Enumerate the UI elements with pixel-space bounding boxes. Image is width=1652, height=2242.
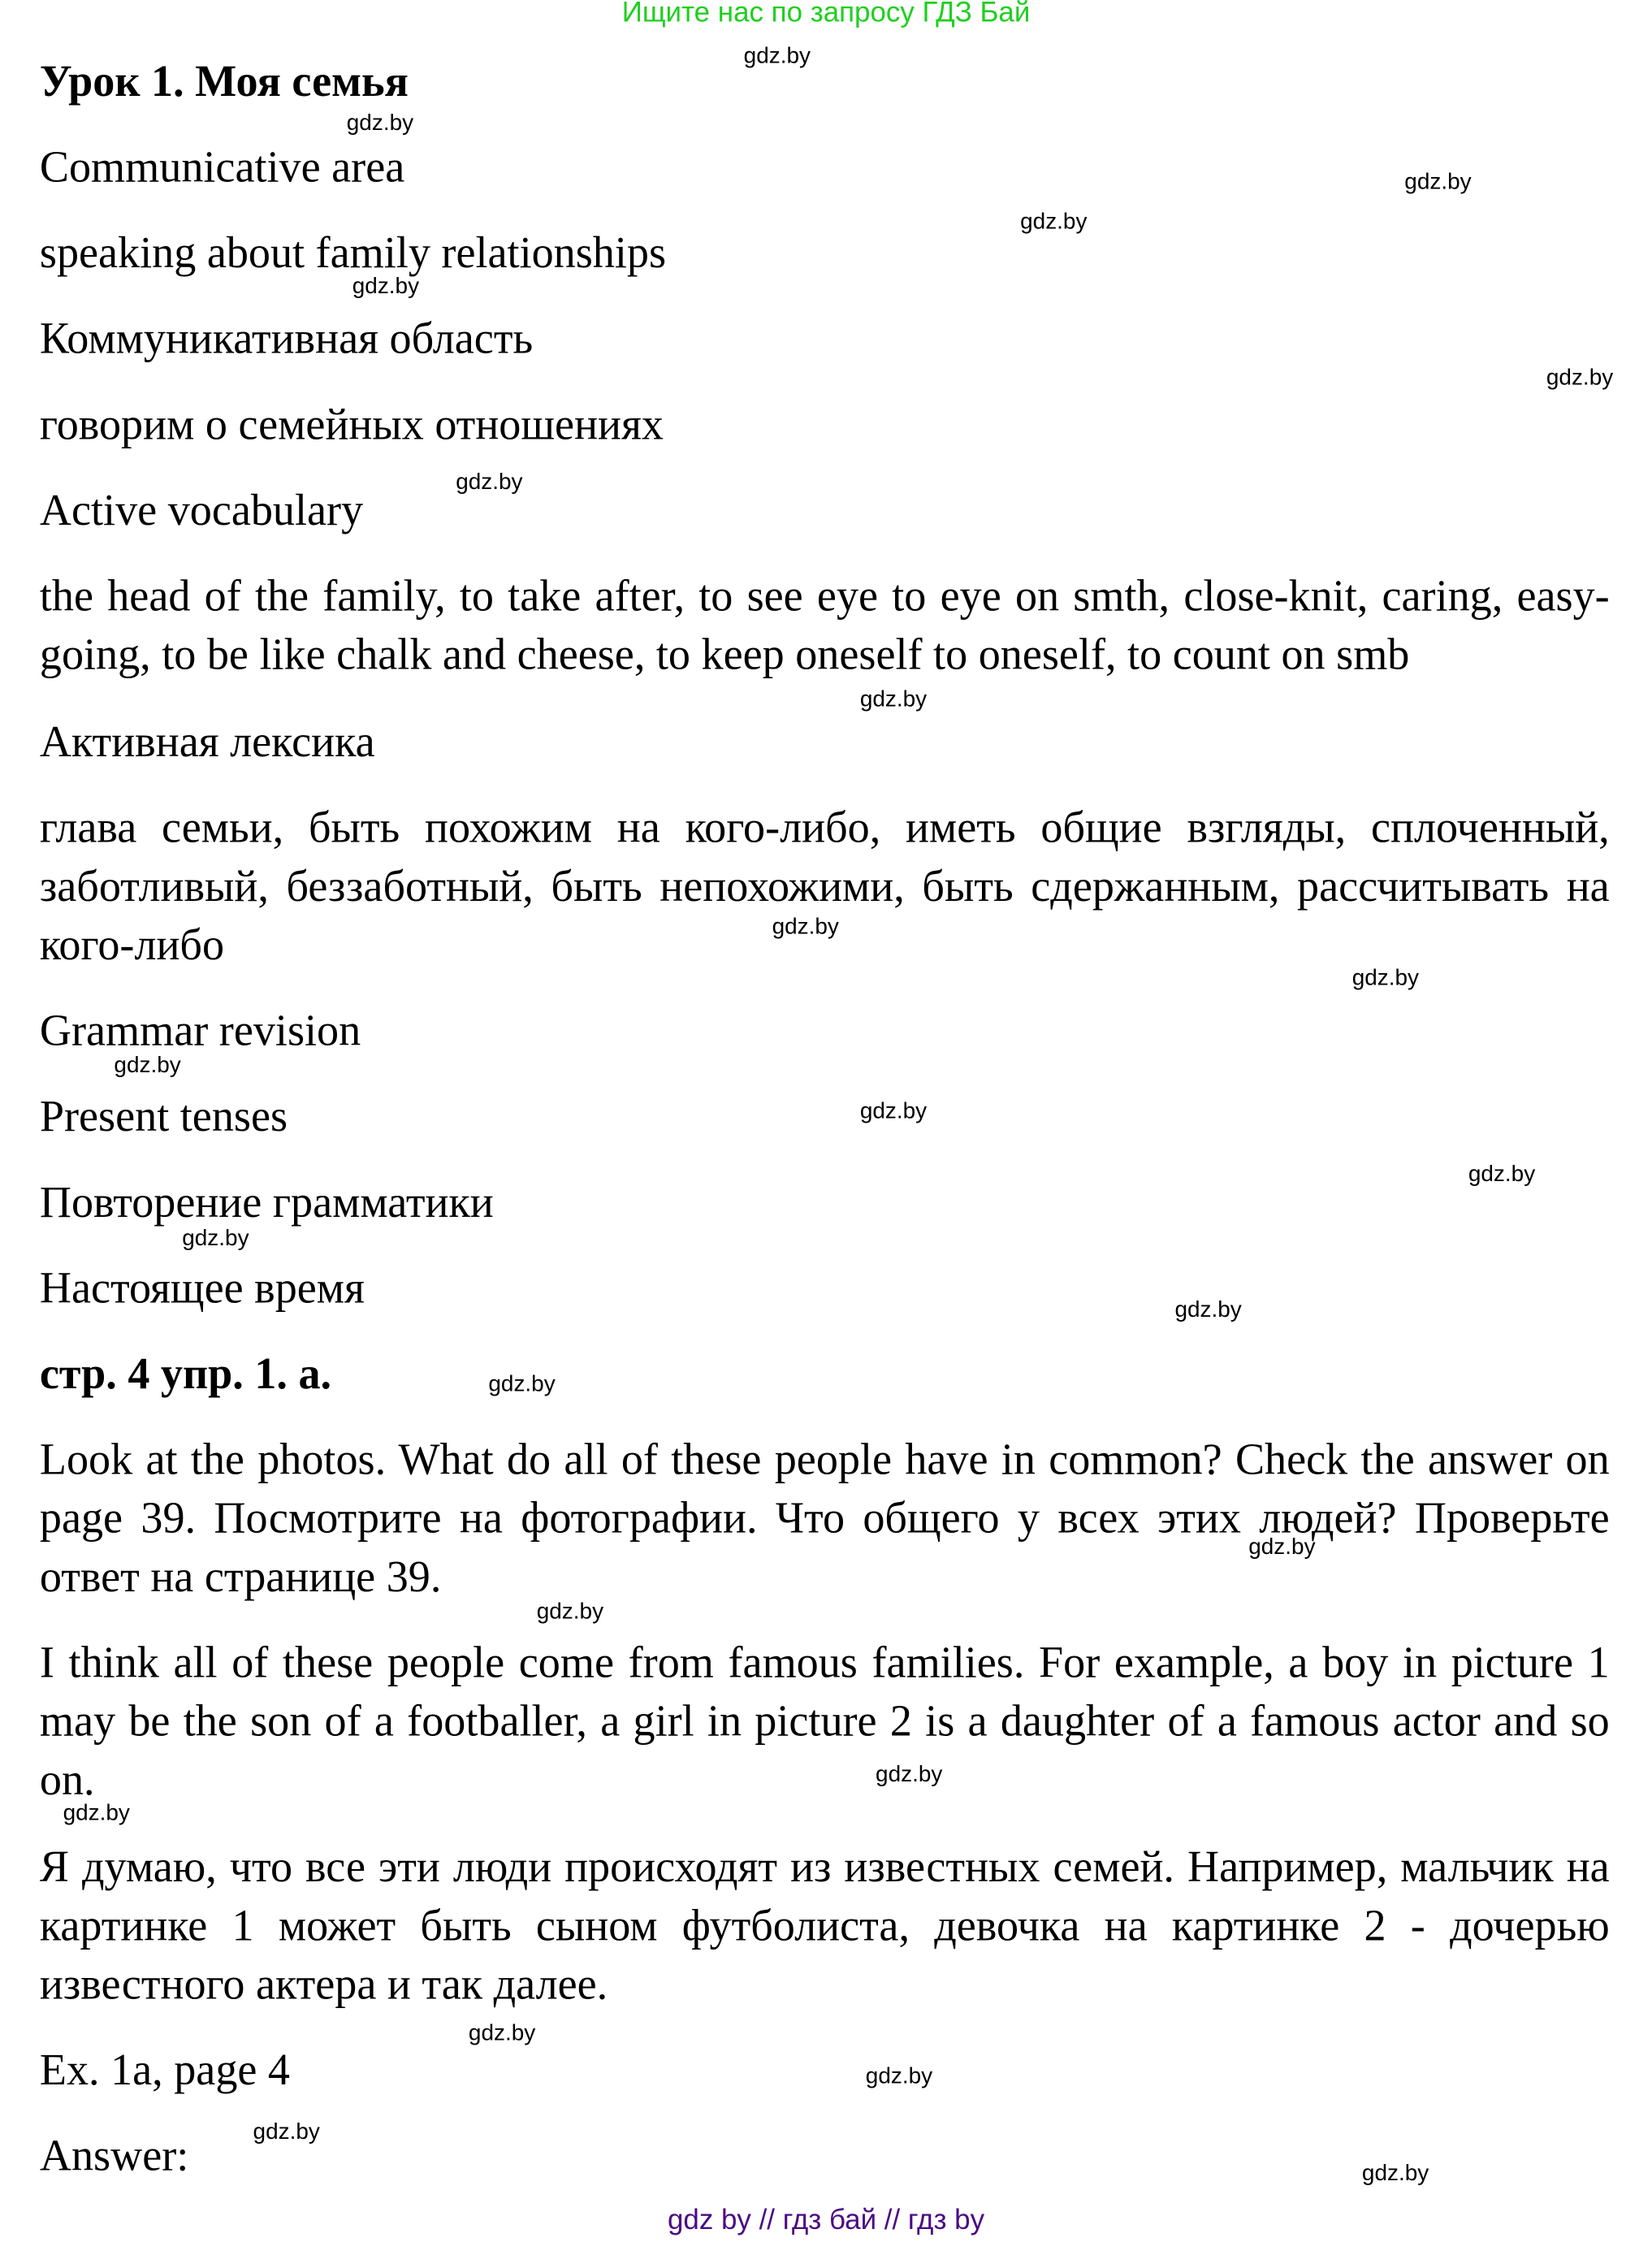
exercise-task: Look at the photos. What do all of these people have in common? Check the answer on page 39. Посмотрите на фотографии. Что общего у всех этих людей? Проверьте ответ на странице 39.	[39, 1434, 1610, 1602]
watermark: gdz.by	[63, 1801, 130, 1826]
watermark: gdz.by	[772, 915, 839, 940]
watermark: gdz.by	[1468, 1162, 1536, 1187]
watermark: gdz.by	[253, 2120, 320, 2145]
watermark: gdz.by	[865, 2064, 933, 2089]
footer-links[interactable]: gdz by // гдз бай // гдз by	[668, 2204, 985, 2236]
grammar-ru-text: Настоящее время	[39, 1262, 365, 1313]
watermark: gdz.by	[468, 2021, 536, 2046]
answer-label: Answer:	[39, 2130, 189, 2180]
communicative-area-label: Communicative area	[39, 141, 405, 192]
watermark: gdz.by	[114, 1054, 181, 1079]
watermark: gdz.by	[346, 111, 414, 136]
watermark: gdz.by	[352, 274, 420, 299]
communicative-area-text: speaking about family relationships	[39, 227, 667, 278]
watermark: gdz.by	[1546, 366, 1614, 391]
active-vocabulary-label: Active vocabulary	[39, 484, 364, 535]
grammar-ru-label: Повторение грамматики	[39, 1176, 494, 1227]
watermark: gdz.by	[1248, 1535, 1316, 1560]
watermark: gdz.by	[1020, 210, 1088, 235]
lesson-title: Урок 1. Моя семья	[39, 55, 409, 106]
watermark: gdz.by	[1404, 170, 1472, 195]
watermark: gdz.by	[488, 1372, 556, 1397]
communicative-area-ru-label: Коммуникативная область	[39, 313, 534, 364]
watermark: gdz.by	[743, 44, 811, 69]
grammar-text: Present tenses	[39, 1090, 288, 1141]
watermark: gdz.by	[1174, 1298, 1242, 1322]
active-vocabulary-text: the head of the family, to take after, to see eye to eye on smth, close-knit, caring, easy-going, to be like chalk and cheese, to keep oneself to oneself, to count on smb	[39, 570, 1610, 679]
communicative-area-ru-text: говорим о семейных отношениях	[39, 399, 664, 449]
watermark: gdz.by	[182, 1227, 249, 1251]
watermark: gdz.by	[859, 1099, 928, 1124]
answer-en: I think all of these people come from famous families. For example, a boy in picture 1 may be the son of a footballer, a girl in picture 2 is a daughter of a famous actor and so on.	[39, 1637, 1610, 1805]
watermark: gdz.by	[456, 470, 523, 495]
search-banner[interactable]: Ищите нас по запросу ГДЗ Бай	[621, 0, 1031, 29]
watermark: gdz.by	[1351, 966, 1419, 991]
watermark: gdz.by	[536, 1599, 604, 1625]
watermark: gdz.by	[876, 1763, 943, 1787]
active-vocabulary-ru-label: Активная лексика	[39, 716, 375, 767]
exercise-heading: стр. 4 упр. 1. а.	[39, 1348, 332, 1399]
exercise-reference: Ex. 1a, page 4	[39, 2044, 291, 2095]
active-vocabulary-ru-text: глава семьи, быть похожим на кого-либо, иметь общие взгляды, сплоченный, заботливый, беззаботный, быть непохожими, быть сдержанным, рассчитывать на кого-либо	[39, 802, 1610, 970]
grammar-label: Grammar revision	[39, 1005, 361, 1055]
answer-ru: Я думаю, что все эти люди происходят из известных семей. Например, мальчик на картинке 1 может быть сыном футболиста, девочка на картинке 2 - дочерью известного актера и так далее.	[39, 1841, 1610, 2009]
watermark: gdz.by	[859, 687, 928, 712]
watermark: gdz.by	[1361, 2162, 1429, 2187]
